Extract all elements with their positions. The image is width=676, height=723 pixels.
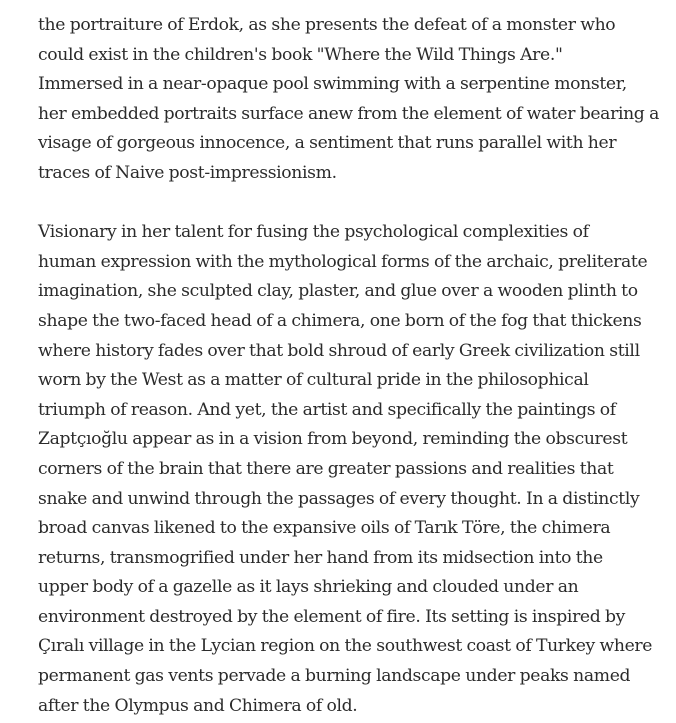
paragraph bbox=[38, 218, 668, 721]
text-line: triumph of reason. And yet, the artist and specifically the paintings of bbox=[38, 399, 616, 420]
text-line: Çıralı village in the Lycian region on the southwest coast of Turkey where bbox=[38, 636, 653, 657]
text-line: visage of gorgeous innocence, a sentiment that runs parallel with her bbox=[38, 133, 617, 154]
text-line: permanent gas vents pervade a burning landscape under peaks named bbox=[38, 666, 631, 687]
text-line: Immersed in a near-opaque pool swimming with a serpentine monster, bbox=[38, 74, 627, 95]
paragraph bbox=[38, 11, 668, 189]
text-line: Visionary in her talent for fusing the psychological complexities of bbox=[38, 222, 589, 243]
text-line: her embedded portraits surface anew from the element of water bearing a bbox=[38, 103, 659, 124]
text-line: where history fades over that bold shroud of early Greek civilization still bbox=[38, 340, 640, 361]
text-line: human expression with the mythological forms of the archaic, preliterate bbox=[38, 251, 648, 272]
text-line: snake and unwind through the passages of every thought. In a distinctly bbox=[38, 488, 640, 509]
text-line: could exist in the children's book "Where the Wild Things Are." bbox=[38, 44, 563, 65]
text-line: returns, transmogrified under her hand from its midsection into the bbox=[38, 547, 603, 568]
text-line: after the Olympus and Chimera of old. bbox=[38, 695, 358, 716]
text-line: Zaptçıoğlu appear as in a vision from beyond, reminding the obscurest bbox=[38, 429, 628, 450]
text-line: worn by the West as a matter of cultural pride in the philosophical bbox=[38, 370, 589, 391]
text-line: imagination, she sculpted clay, plaster, and glue over a wooden plinth to bbox=[38, 281, 638, 302]
text-line: environment destroyed by the element of fire. Its setting is inspired by bbox=[38, 606, 626, 627]
text-line: broad canvas likened to the expansive oils of Tarık Töre, the chimera bbox=[38, 518, 611, 539]
text-line: corners of the brain that there are greater passions and realities that bbox=[38, 458, 614, 479]
text-line: the portraiture of Erdok, as she presents the defeat of a monster who bbox=[38, 15, 616, 35]
article-body bbox=[38, 11, 668, 721]
text-line: shape the two-faced head of a chimera, one born of the fog that thickens bbox=[38, 310, 642, 331]
text-line: traces of Naive post-impressionism. bbox=[38, 162, 337, 183]
text-line: upper body of a gazelle as it lays shrieking and clouded under an bbox=[38, 577, 579, 598]
